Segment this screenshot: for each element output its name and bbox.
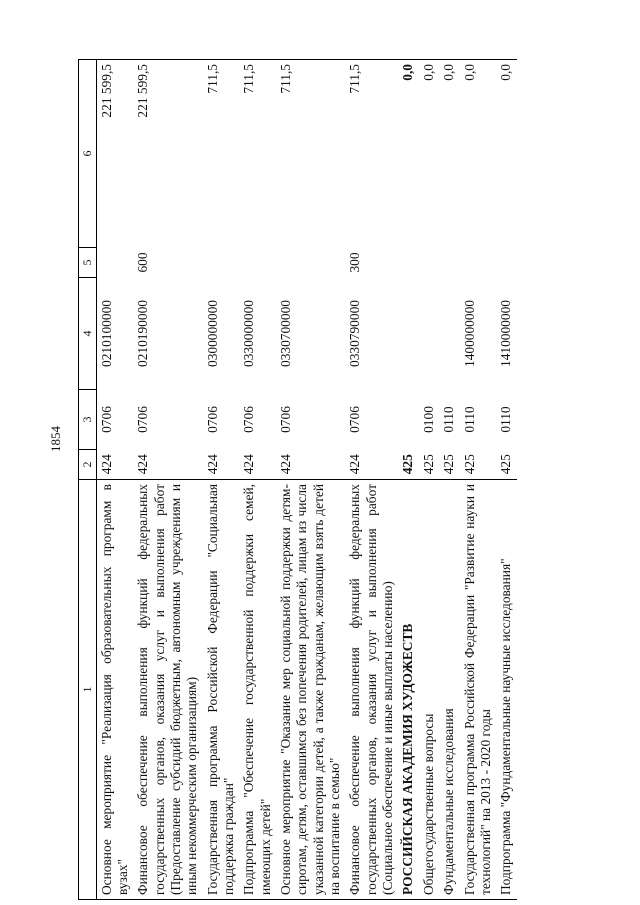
cell-vr [460, 248, 497, 278]
cell-sum: 0,0 [496, 60, 516, 248]
cell-ved: 424 [278, 454, 294, 475]
cell-rz: 0706 [98, 406, 114, 433]
cell-csr [419, 278, 439, 390]
cell-csr: 0330000000 [241, 300, 257, 367]
cell-csr: 0300000000 [204, 300, 220, 367]
cell-rz: 0110 [498, 406, 514, 433]
cell-csr [439, 278, 459, 390]
cell-sum: 0,0 [419, 60, 439, 248]
cell-sum: 711,5 [239, 60, 276, 248]
cell-vr [439, 248, 459, 278]
cell-name: Финансовое обеспечение выполнения функций федеральных государственных органов, оказания услуг и выполнения работ (Социальное обеспечение и иные выплаты населению) [345, 480, 398, 900]
rotated-table-container [78, 60, 640, 900]
cell-vr [96, 248, 133, 278]
cell-sum: 711,5 [203, 60, 240, 248]
cell-sum: 0,0 [460, 60, 497, 248]
cell-sum: 711,5 [345, 60, 398, 248]
page-number: 1854 [48, 426, 63, 452]
cell-name: Финансовое обеспечение выполнения функций федеральных государственных органов, оказания услуг и выполнения работ (Предоставление субсидий бюджетным, автономным учреждениям и иным некоммерческим организациям) [133, 480, 202, 900]
cell-name: Подпрограмма "Обеспечение государственной поддержки семей, имеющих детей" [239, 480, 276, 900]
cell-sum: 0,0 [439, 60, 459, 248]
cell-rz: 0100 [420, 406, 436, 433]
cell-name: Основное мероприятие "Реализация образовательных программ в вузах" [96, 480, 133, 900]
cell-rz: 0706 [204, 406, 220, 433]
cell-ved: 425 [420, 454, 436, 475]
cell-csr: 0210100000 [98, 300, 114, 367]
table-row [460, 60, 497, 900]
cell-ved: 424 [241, 454, 257, 475]
cell-ved: 424 [98, 454, 114, 475]
header-cell: 6 [79, 60, 97, 248]
cell-csr [398, 278, 418, 390]
table-header-row [79, 60, 97, 900]
header-cell: 1 [79, 480, 97, 900]
cell-rz: 0706 [347, 406, 363, 433]
cell-rz: 0110 [441, 406, 457, 433]
cell-ved: 424 [347, 454, 363, 475]
cell-vr [398, 248, 418, 278]
cell-sum: 221 599,5 [133, 60, 202, 248]
cell-sum: 0,0 [398, 60, 418, 248]
cell-rz [398, 390, 418, 450]
cell-name: Общегосударственные вопросы [419, 480, 439, 900]
cell-rz: 0706 [241, 406, 257, 433]
cell-rz: 0110 [461, 406, 477, 433]
table-row [133, 60, 202, 900]
table-row [203, 60, 240, 900]
table-row [276, 60, 345, 900]
cell-ved: 425 [498, 454, 514, 475]
cell-vr [276, 248, 345, 278]
cell-vr [496, 248, 516, 278]
cell-name: Государственная программа Российской Федерации "Социальная поддержка граждан" [203, 480, 240, 900]
cell-csr: 0330700000 [278, 300, 294, 367]
table-row [398, 60, 418, 900]
header-cell: 2 [79, 450, 97, 480]
table-row [345, 60, 398, 900]
cell-ved: 425 [441, 454, 457, 475]
header-cell: 5 [79, 248, 97, 278]
cell-vr [239, 248, 276, 278]
cell-ved: 425 [461, 454, 477, 475]
cell-rz: 0706 [135, 406, 151, 433]
table-row [419, 60, 439, 900]
cell-name: Государственная программа Российской Федерации "Развитие науки и технологий" на 2013 - 2020 годы [460, 480, 497, 900]
cell-name: Фундаментальные исследования [439, 480, 459, 900]
cell-name: РОССИЙСКАЯ АКАДЕМИЯ ХУДОЖЕСТВ [398, 480, 418, 900]
cell-ved: 425 [400, 454, 416, 475]
header-cell: 4 [79, 278, 97, 390]
table-row [96, 60, 133, 900]
cell-vr [203, 248, 240, 278]
table-row [496, 60, 516, 900]
cell-csr: 1410000000 [498, 300, 514, 367]
cell-ved: 424 [135, 454, 151, 475]
cell-sum: 221 599,5 [96, 60, 133, 248]
cell-vr [419, 248, 439, 278]
table-row [439, 60, 459, 900]
cell-vr: 300 [347, 252, 363, 273]
cell-rz: 0706 [278, 406, 294, 433]
cell-csr: 0210190000 [135, 300, 151, 367]
table-row [239, 60, 276, 900]
header-cell: 3 [79, 390, 97, 450]
cell-sum: 711,5 [276, 60, 345, 248]
cell-name: Основное мероприятие "Оказание мер социальной поддержки детям-сиротам, детям, оставшимся без попечения родителей, лицам из числа указанной категории детей, а также гражданам, желающим взять детей на воспитание в семью" [276, 480, 345, 900]
budget-table [78, 59, 517, 900]
cell-name: Подпрограмма "Фундаментальные научные исследования" [496, 480, 516, 900]
cell-csr: 0330790000 [347, 300, 363, 367]
cell-vr: 600 [135, 252, 151, 273]
cell-csr: 1400000000 [461, 300, 477, 367]
cell-ved: 424 [204, 454, 220, 475]
